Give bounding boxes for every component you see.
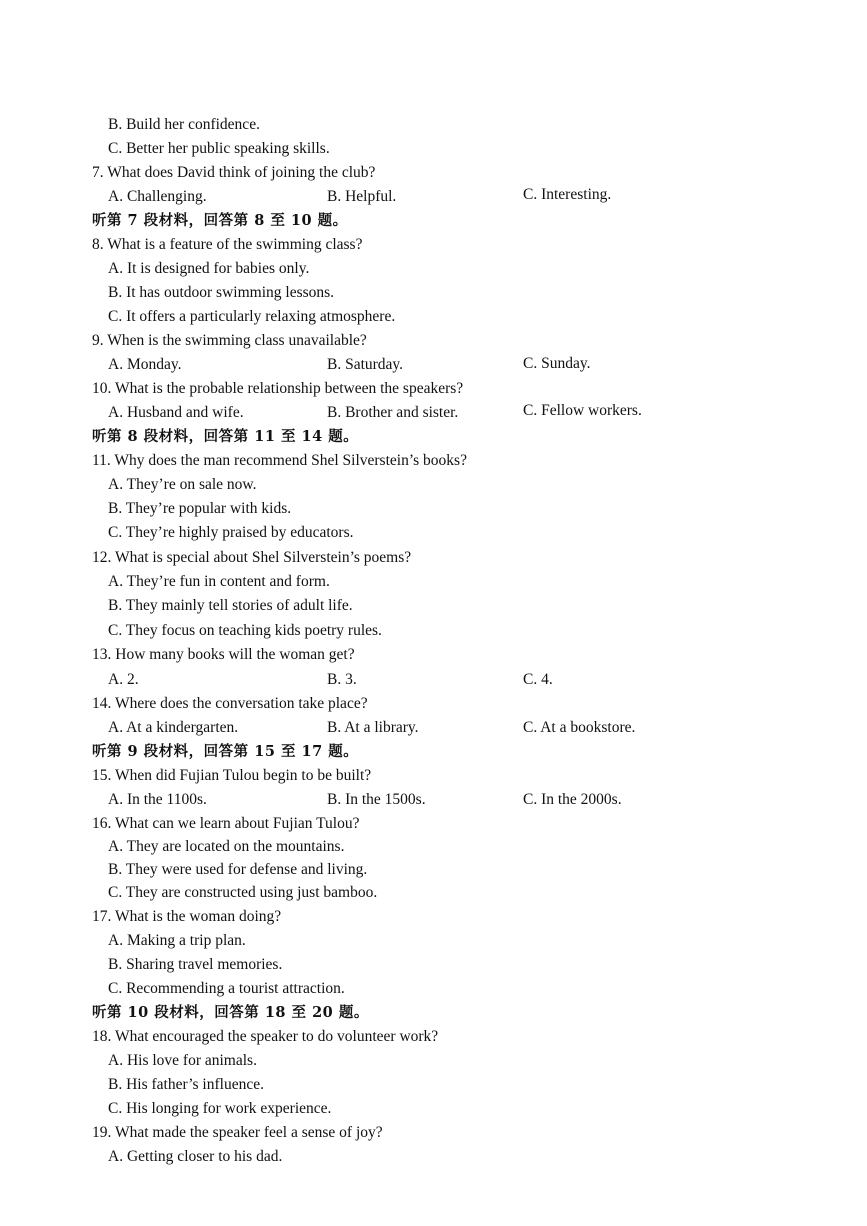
- q11-option-b: B. They’re popular with kids.: [108, 500, 292, 517]
- q17-option-b: B. Sharing travel memories.: [108, 956, 283, 973]
- question-11: 11. Why does the man recommend Shel Silverstein’s books?: [92, 452, 467, 469]
- q12-option-b: B. They mainly tell stories of adult life.: [108, 597, 353, 614]
- q7-option-a: A. Challenging.: [108, 188, 207, 205]
- q10-option-c: C. Fellow workers.: [523, 402, 642, 419]
- q6-option-c: C. Better her public speaking skills.: [108, 140, 330, 157]
- q6-option-b: B. Build her confidence.: [108, 116, 260, 133]
- q15-option-c: C. In the 2000s.: [523, 791, 622, 808]
- q16-option-b: B. They were used for defense and living.: [108, 861, 368, 878]
- q9-option-c: C. Sunday.: [523, 355, 591, 372]
- q13-option-b: B. 3.: [327, 671, 357, 688]
- question-7: 7. What does David think of joining the club?: [92, 164, 376, 181]
- section-heading-7: 听第 7 段材料，回答第 8 至 10 题。: [92, 212, 348, 229]
- q14-option-c: C. At a bookstore.: [523, 719, 636, 736]
- question-19: 19. What made the speaker feel a sense of joy?: [92, 1124, 383, 1141]
- question-16: 16. What can we learn about Fujian Tulou?: [92, 815, 360, 832]
- q18-option-c: C. His longing for work experience.: [108, 1100, 332, 1117]
- question-9: 9. When is the swimming class unavailable?: [92, 332, 367, 349]
- q8-option-a: A. It is designed for babies only.: [108, 260, 310, 277]
- q13-option-c: C. 4.: [523, 671, 553, 688]
- q12-option-c: C. They focus on teaching kids poetry rules.: [108, 622, 382, 639]
- q16-option-a: A. They are located on the mountains.: [108, 838, 345, 855]
- q17-option-c: C. Recommending a tourist attraction.: [108, 980, 345, 997]
- q7-option-b: B. Helpful.: [327, 188, 397, 205]
- q13-option-a: A. 2.: [108, 671, 139, 688]
- question-14: 14. Where does the conversation take place?: [92, 695, 368, 712]
- question-10: 10. What is the probable relationship between the speakers?: [92, 380, 464, 397]
- q14-option-a: A. At a kindergarten.: [108, 719, 239, 736]
- q8-option-b: B. It has outdoor swimming lessons.: [108, 284, 335, 301]
- q19-option-a: A. Getting closer to his dad.: [108, 1148, 283, 1165]
- question-8: 8. What is a feature of the swimming class?: [92, 236, 363, 253]
- question-18: 18. What encouraged the speaker to do volunteer work?: [92, 1028, 439, 1045]
- q11-option-c: C. They’re highly praised by educators.: [108, 524, 354, 541]
- q9-option-a: A. Monday.: [108, 356, 182, 373]
- q7-option-c: C. Interesting.: [523, 186, 612, 203]
- q15-option-a: A. In the 1100s.: [108, 791, 207, 808]
- q15-option-b: B. In the 1500s.: [327, 791, 426, 808]
- q14-option-b: B. At a library.: [327, 719, 419, 736]
- q11-option-a: A. They’re on sale now.: [108, 476, 257, 493]
- question-15: 15. When did Fujian Tulou begin to be built?: [92, 767, 372, 784]
- section-heading-10: 听第 10 段材料，回答第 18 至 20 题。: [92, 1004, 369, 1021]
- question-12: 12. What is special about Shel Silverstein’s poems?: [92, 549, 412, 566]
- q10-option-b: B. Brother and sister.: [327, 404, 459, 421]
- q17-option-a: A. Making a trip plan.: [108, 932, 246, 949]
- q18-option-b: B. His father’s influence.: [108, 1076, 264, 1093]
- question-17: 17. What is the woman doing?: [92, 908, 282, 925]
- q8-option-c: C. It offers a particularly relaxing atmosphere.: [108, 308, 396, 325]
- q18-option-a: A. His love for animals.: [108, 1052, 257, 1069]
- q12-option-a: A. They’re fun in content and form.: [108, 573, 330, 590]
- q16-option-c: C. They are constructed using just bamboo.: [108, 884, 378, 901]
- question-13: 13. How many books will the woman get?: [92, 646, 355, 663]
- section-heading-9: 听第 9 段材料，回答第 15 至 17 题。: [92, 743, 359, 760]
- section-heading-8: 听第 8 段材料，回答第 11 至 14 题。: [92, 428, 359, 445]
- q9-option-b: B. Saturday.: [327, 356, 404, 373]
- q10-option-a: A. Husband and wife.: [108, 404, 244, 421]
